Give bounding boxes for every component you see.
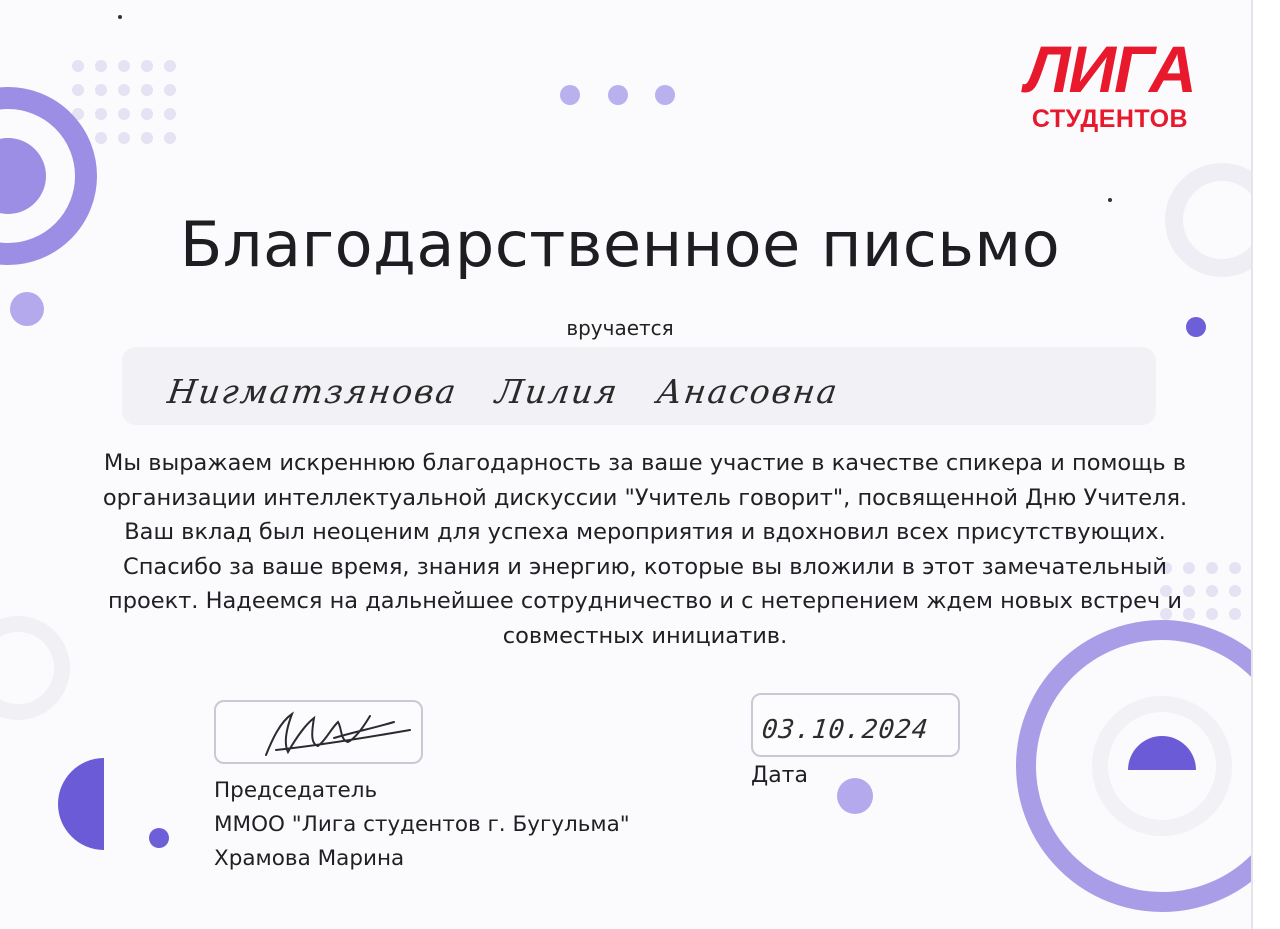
date-value: 03.10.2024 bbox=[760, 715, 931, 745]
gratitude-text: Мы выражаем искреннюю благодарность за ваше участие в качестве спикера и помощь в организации интеллектуальной дискуссии "Учитель говорит", посвященной Дню Учителя. Ваш вклад был неоценим для успеха мероприятия и вдохновил всех присутствующих. Спасибо за ваше время, знания и энергию, которые вы вложили в этот замечательный проект. Надеемся на дальнейшее сотрудничество и с нетерпением ждем новых встреч и совместных инициатив. bbox=[102, 450, 1188, 649]
dot-top-1 bbox=[560, 85, 580, 105]
liga-studentov-logo bbox=[1000, 32, 1220, 136]
dot-bottom-center bbox=[837, 778, 873, 814]
logo-line1: ЛИГА bbox=[1025, 32, 1195, 106]
half-circle-bottom-left bbox=[58, 758, 104, 850]
signatory-role: Председатель bbox=[214, 778, 378, 803]
date-label: Дата bbox=[751, 763, 808, 788]
circle-top-left bbox=[0, 138, 46, 214]
recipient-name: Нигматзянова Лилия Анасовна bbox=[165, 372, 842, 411]
half-circle-bottom-right bbox=[1128, 736, 1196, 770]
subtitle: вручается bbox=[566, 316, 674, 340]
signature-image bbox=[214, 700, 419, 760]
signatory-organization: ММОО "Лига студентов г. Бугульма" bbox=[214, 812, 630, 837]
dot-top-2 bbox=[608, 85, 628, 105]
signatory-name: Храмова Марина bbox=[214, 846, 405, 871]
dot-grid-top-left bbox=[72, 60, 176, 144]
certificate-title: Благодарственное письмо bbox=[179, 208, 1061, 281]
dot-top-3 bbox=[655, 85, 675, 105]
ring-left-white bbox=[0, 624, 62, 712]
signatory-block bbox=[214, 774, 630, 876]
page-edge-right bbox=[1252, 0, 1280, 929]
logo-line2: СТУДЕНТОВ bbox=[1031, 105, 1189, 133]
dot-bottom-left bbox=[149, 828, 169, 848]
